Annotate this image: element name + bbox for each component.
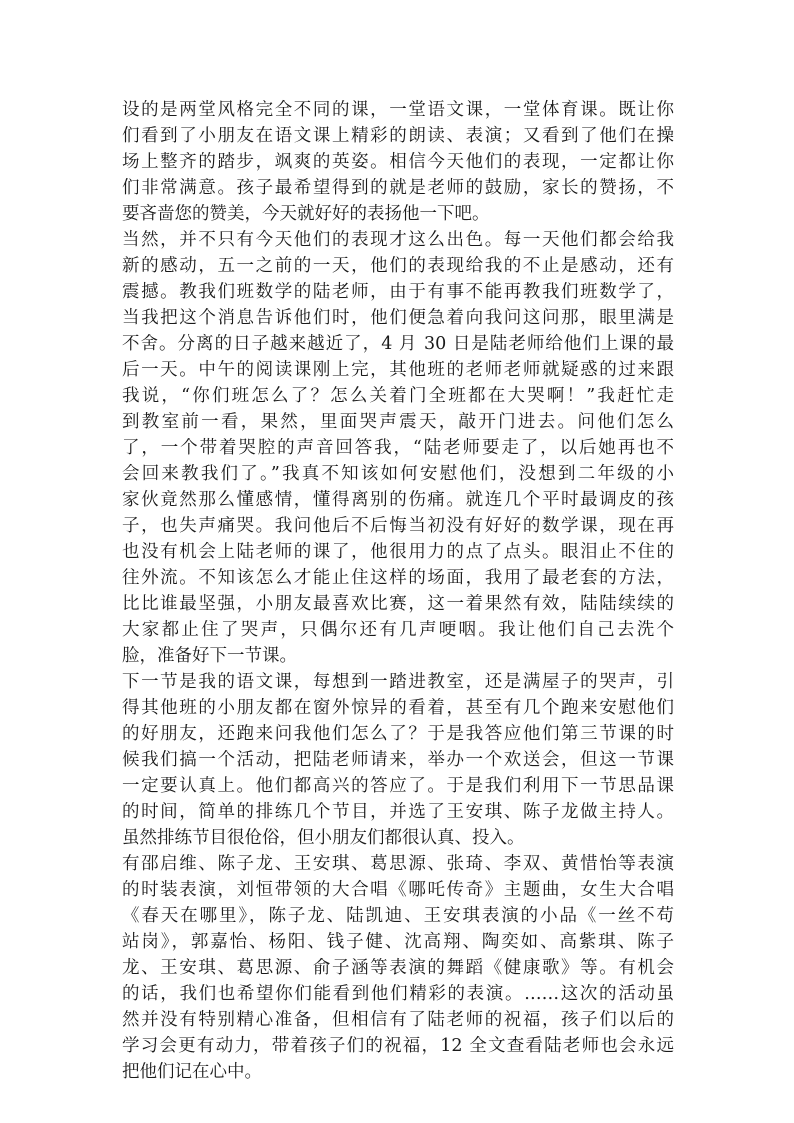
- text-line: 当我把这个消息告诉他们时，他们便急着向我问这问那，眼里满是: [122, 308, 674, 328]
- text-line: 的好朋友，还跑来问我他们怎么了？于是我答应他们第三节课的时: [122, 724, 674, 744]
- text-line: 到教室前一看，果然，里面哭声震天，敲开门进去。问他们怎么: [122, 412, 674, 432]
- text-line: 场上整齐的踏步，飒爽的英姿。相信今天他们的表现，一定都让你: [122, 152, 674, 172]
- text-line: 当然，并不只有今天他们的表现才这么出色。每一天他们都会给我: [122, 230, 674, 250]
- text-line: 站岗》，郭嘉怡、杨阳、钱子健、沈高翔、陶奕如、高紫琪、陈子: [122, 932, 674, 952]
- text-line: 要吝啬您的赞美，今天就好好的表扬他一下吧。: [122, 204, 490, 224]
- text-line: 的时间，简单的排练几个节目，并选了王安琪、陈子龙做主持人。: [122, 802, 674, 822]
- text-line: 的话，我们也希望你们能看到他们精彩的表演。……这次的活动虽: [122, 984, 674, 1004]
- text-line: 也没有机会上陆老师的课了，他很用力的点了点头。眼泪止不住的: [122, 542, 674, 562]
- text-line: 然并没有特别精心准备，但相信有了陆老师的祝福，孩子们以后的: [122, 1010, 674, 1030]
- text-line: 大家都止住了哭声，只偶尔还有几声哽咽。我让他们自己去洗个: [122, 620, 674, 640]
- text-line: 学习会更有动力，带着孩子们的祝福，12 全文查看陆老师也会永远: [122, 1036, 674, 1056]
- text-line: 一定要认真上。他们都高兴的答应了。于是我们利用下一节思品课: [122, 776, 674, 796]
- text-line: 会回来教我们了。”我真不知该如何安慰他们，没想到二年级的小: [122, 464, 674, 484]
- text-line: 《春天在哪里》，陈子龙、陆凯迪、王安琪表演的小品《一丝不苟: [122, 906, 674, 926]
- text-line: 有邵启维、陈子龙、王安琪、葛思源、张琦、李双、黄惜怡等表演: [122, 854, 674, 874]
- text-line: 往外流。不知该怎么才能止住这样的场面，我用了最老套的方法，: [122, 568, 674, 588]
- text-line: 龙、王安琪、葛思源、俞子涵等表演的舞蹈《健康歌》等。有机会: [122, 958, 674, 978]
- text-line: 家伙竟然那么懂感情，懂得离别的伤痛。就连几个平时最调皮的孩: [122, 490, 674, 510]
- text-line: 子，也失声痛哭。我问他后不后悔当初没有好好的数学课，现在再: [122, 516, 674, 536]
- text-line: 候我们搞一个活动，把陆老师请来，举办一个欢送会，但这一节课: [122, 750, 674, 770]
- text-line: 的时装表演，刘恒带领的大合唱《哪吒传奇》主题曲，女生大合唱: [122, 880, 674, 900]
- text-line: 虽然排练节目很伧俗，但小朋友们都很认真、投入。: [122, 828, 525, 848]
- text-line: 下一节是我的语文课，每想到一踏进教室，还是满屋子的哭声，引: [122, 672, 674, 692]
- text-line: 得其他班的小朋友都在窗外惊异的看着，甚至有几个跑来安慰他们: [122, 698, 674, 718]
- text-line: 我说，“你们班怎么了？怎么关着门全班都在大哭啊！”我赶忙走: [122, 386, 674, 406]
- text-line: 把他们记在心中。: [122, 1062, 262, 1082]
- text-line: 后一天。中午的阅读课刚上完，其他班的老师老师就疑惑的过来跟: [122, 360, 674, 380]
- text-line: 了，一个带着哭腔的声音回答我，“陆老师要走了，以后她再也不: [122, 438, 674, 458]
- text-line: 比比谁最坚强，小朋友最喜欢比赛，这一着果然有效，陆陆续续的: [122, 594, 674, 614]
- text-line: 新的感动，五一之前的一天，他们的表现给我的不止是感动，还有: [122, 256, 674, 276]
- text-line: 不舍。分离的日子越来越近了，4 月 30 日是陆老师给他们上课的最: [122, 334, 674, 354]
- text-line: 震撼。教我们班数学的陆老师，由于有事不能再教我们班数学了，: [122, 282, 674, 302]
- text-line: 们非常满意。孩子最希望得到的就是老师的鼓励，家长的赞扬，不: [122, 178, 674, 198]
- text-line: 脸，准备好下一节课。: [122, 646, 297, 666]
- text-line: 设的是两堂风格完全不同的课，一堂语文课，一堂体育课。既让你: [122, 100, 674, 120]
- text-line: 们看到了小朋友在语文课上精彩的朗读、表演；又看到了他们在操: [122, 126, 674, 146]
